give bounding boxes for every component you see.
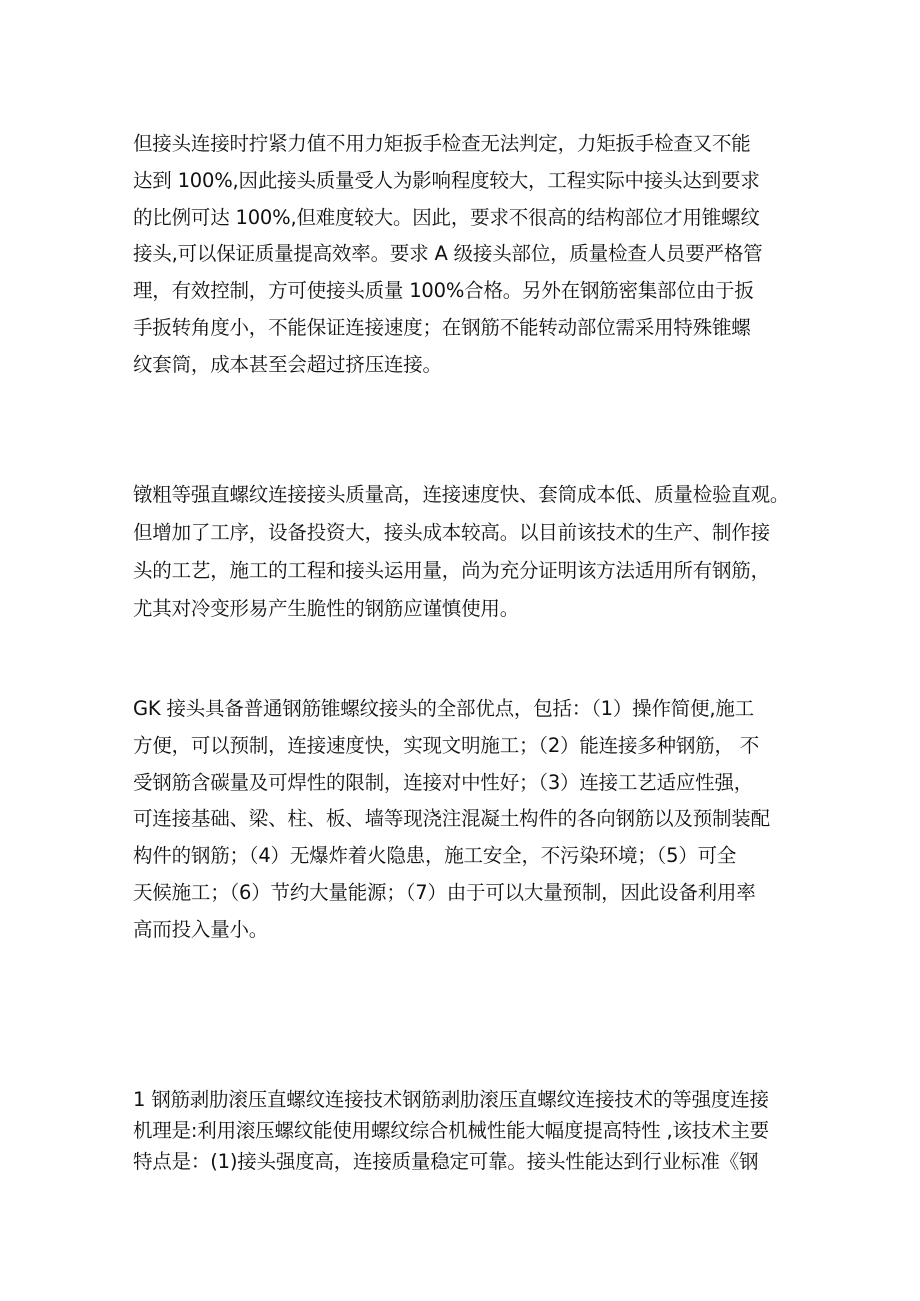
paragraph-3	[133, 691, 813, 949]
text-line: 尤其对冷变形易产生脆性的钢筋应谨慎使用。	[133, 597, 520, 620]
text-line: 头的工艺，施工的工程和接头运用量，尚为充分证明该方法适用所有钢筋，	[133, 559, 770, 582]
paragraph-1	[133, 126, 813, 384]
text-line: 受钢筋含碳量及可焊性的限制，连接对中性好；（3）连接工艺适应性强，	[133, 770, 754, 794]
text-line: 接头,可以保证质量提高效率。要求 A 级接头部位，质量检查人员要严格管	[133, 242, 763, 266]
text-line: 理，有效控制，方可使接头质量 100%合格。另外在钢筋密集部位由于扳	[133, 279, 754, 303]
paragraph-2	[133, 476, 813, 628]
text-line: 构件的钢筋；（4）无爆炸着火隐患，施工安全，不污染环境；（5）可全	[133, 844, 737, 868]
text-line: 高而投入量小。	[133, 917, 269, 941]
text-line: 机理是:利用滚压螺纹能使用螺纹综合机械性能大幅度提高特性 ,该技术主要	[133, 1119, 769, 1142]
text-line: 可连接基础、梁、柱、板、墙等现浇注混凝土构件的各向钢筋以及预制装配	[133, 807, 770, 831]
text-line: 镦粗等强直螺纹连接接头质量高，连接速度快、套筒成本低、质量检验直观。	[133, 483, 790, 506]
text-line: 达到 100%,因此接头质量受人为影响程度较大，工程实际中接头达到要求	[133, 168, 760, 192]
text-line: 的比例可达 100%,但难度较大。因此，要求不很高的结构部位才用锥螺纹	[133, 205, 760, 229]
text-line: 天候施工；（6）节约大量能源；（7）由于可以大量预制，因此设备利用率	[133, 880, 756, 904]
text-line: 特点是：(1)接头强度高，连接质量稳定可靠。接头性能达到行业标准《钢	[133, 1150, 759, 1173]
text-line: 1 钢筋剥肋滚压直螺纹连接技术钢筋剥肋滚压直螺纹连接技术的等强度连接	[133, 1088, 769, 1111]
text-line: 但增加了工序，设备投资大，接头成本较高。以目前该技术的生产、制作接	[133, 521, 770, 544]
text-line: 手扳转角度小，不能保证连接速度；在钢筋不能转动部位需采用特殊锥螺	[133, 315, 751, 339]
text-line: 纹套筒，成本甚至会超过挤压连接。	[133, 352, 442, 376]
text-line: GK 接头具备普通钢筋锥螺纹接头的全部优点，包括：（1）操作简便,施工	[133, 697, 754, 720]
paragraph-4	[133, 1084, 813, 1177]
text-line: 但接头连接时拧紧力值不用力矩扳手检查无法判定，力矩扳手检查又不能	[133, 132, 751, 155]
text-line: 方便，可以预制，连接速度快，实现文明施工；（2）能连接多种钢筋， 不	[133, 733, 760, 757]
